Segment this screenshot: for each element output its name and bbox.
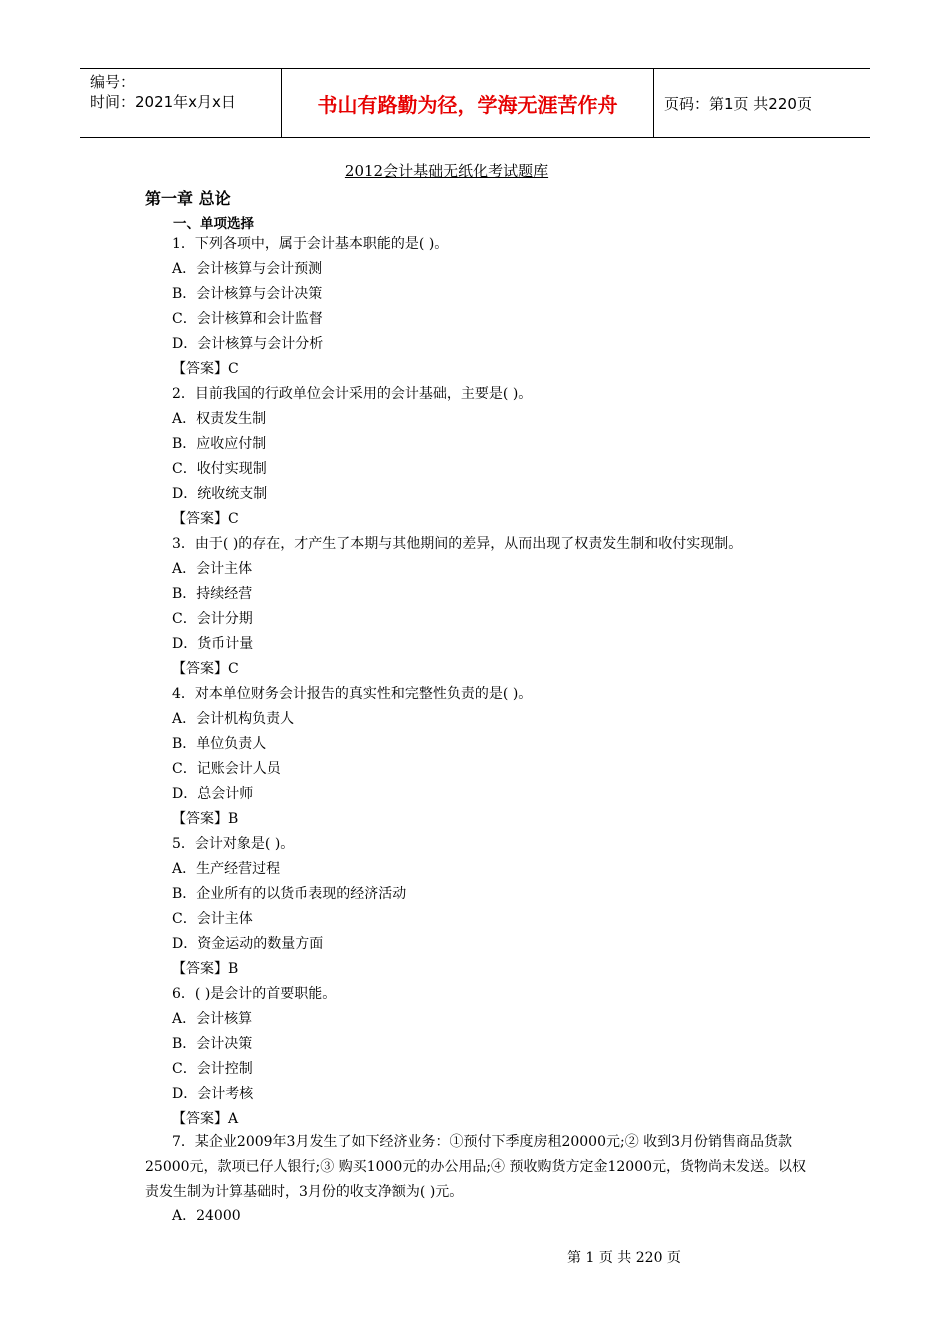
question-line: 1．下列各项中，属于会计基本职能的是( )。 <box>172 236 449 252</box>
question-line: C．会计主体 <box>172 911 253 927</box>
question-line: B．持续经营 <box>172 586 253 602</box>
question-line: B．应收应付制 <box>172 436 267 452</box>
question-line: C．会计核算和会计监督 <box>172 311 323 327</box>
question-line: D．货币计量 <box>172 636 254 652</box>
page-footer: 第 1 页 共 220 页 <box>567 1250 681 1266</box>
question-line: D．会计核算与会计分析 <box>172 336 324 352</box>
question-line: C．记账会计人员 <box>172 761 281 777</box>
question-line: B．企业所有的以货币表现的经济活动 <box>172 886 407 902</box>
question-7-text: 7．某企业2009年3月发生了如下经济业务：①预付下季度房租20000元;② 收到3月份销售商品货款25000元，款项已仔人银行;③ 购买1000元的办公用品;④ 预收购货方定金12000元，货物尚未发送。以权责发生制为计算基础时，3月份的收支净额为( )元。 <box>145 1134 807 1200</box>
section-heading: 一、单项选择 <box>173 216 254 232</box>
document-header <box>80 68 870 138</box>
time-label: 时间：2021年x月x日 <box>90 93 236 111</box>
question-line: 2．目前我国的行政单位会计采用的会计基础，主要是( )。 <box>172 386 533 402</box>
question-7-option-a: A．24000 <box>172 1208 241 1224</box>
question-line: 6．( )是会计的首要职能。 <box>172 986 337 1002</box>
question-line: A．会计主体 <box>172 561 253 577</box>
answer-line: 【答案】C <box>172 511 239 527</box>
question-line: 4．对本单位财务会计报告的真实性和完整性负责的是( )。 <box>172 686 533 702</box>
question-line: C．会计分期 <box>172 611 253 627</box>
answer-line: 【答案】C <box>172 661 239 677</box>
answer-line: 【答案】B <box>172 961 239 977</box>
header-page-label: 页码：第1页 共220页 <box>664 94 812 113</box>
chapter-heading: 第一章 总论 <box>145 189 231 208</box>
question-line: B．单位负责人 <box>172 736 267 752</box>
question-line: D．总会计师 <box>172 786 254 802</box>
question-line: B．会计决策 <box>172 1036 253 1052</box>
question-line: A．权责发生制 <box>172 411 267 427</box>
question-line: A．会计核算与会计预测 <box>172 261 323 277</box>
answer-line: 【答案】A <box>172 1111 239 1127</box>
question-line: D．会计考核 <box>172 1086 254 1102</box>
question-line: D．资金运动的数量方面 <box>172 936 324 952</box>
number-label: 编号： <box>90 73 136 91</box>
question-line: A．会计机构负责人 <box>172 711 295 727</box>
question-line: B．会计核算与会计决策 <box>172 286 323 302</box>
question-line: 3．由于( )的存在，才产生了本期与其他期间的差异，从而出现了权责发生制和收付实现制。 <box>172 536 743 552</box>
document-title: 2012会计基础无纸化考试题库 <box>344 162 549 180</box>
header-motto: 书山有路勤为径，学海无涯苦作舟 <box>282 69 654 137</box>
question-line: C．会计控制 <box>172 1061 253 1077</box>
header-meta <box>80 69 282 137</box>
question-line: D．统收统支制 <box>172 486 268 502</box>
question-line: 5．会计对象是( )。 <box>172 836 295 852</box>
question-line: A．会计核算 <box>172 1011 253 1027</box>
question-line: A．生产经营过程 <box>172 861 281 877</box>
question-line: C．收付实现制 <box>172 461 267 477</box>
answer-line: 【答案】C <box>172 361 239 377</box>
answer-line: 【答案】B <box>172 811 239 827</box>
